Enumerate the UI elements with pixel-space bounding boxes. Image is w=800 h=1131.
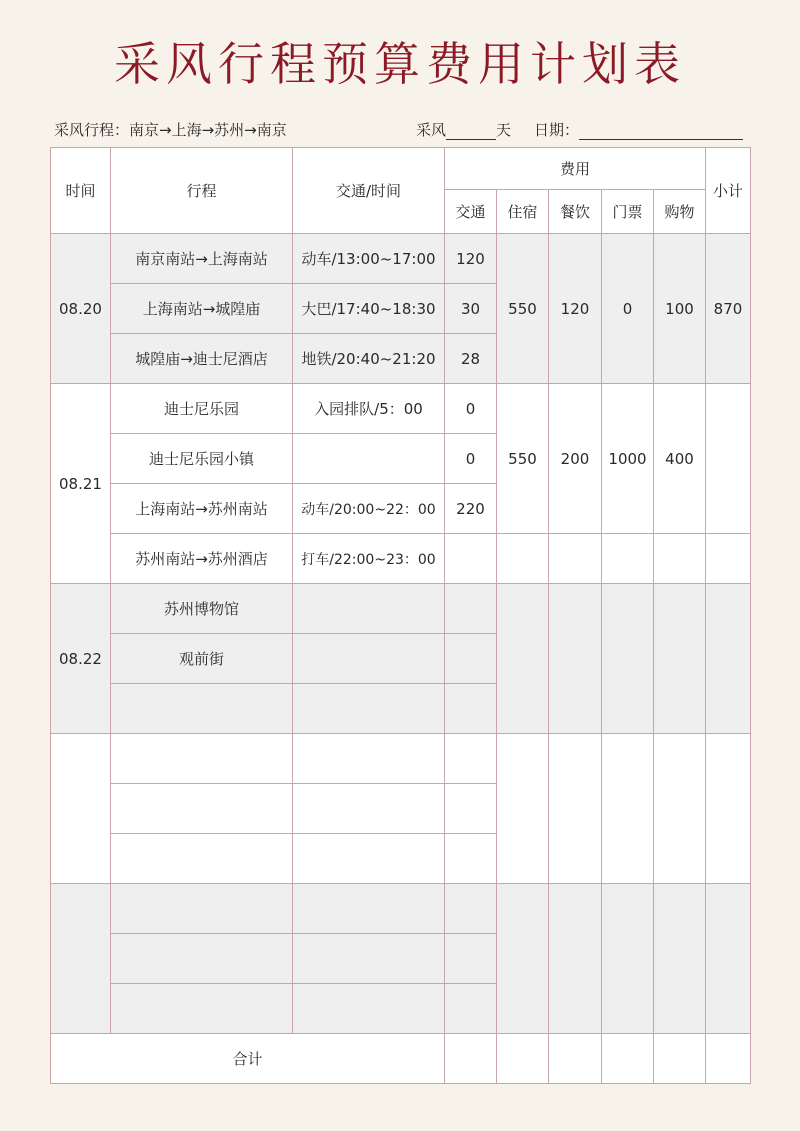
transport-cell	[293, 684, 445, 734]
subtotal-cell	[706, 534, 751, 584]
transport-cell	[293, 884, 445, 934]
budget-table	[50, 147, 751, 1084]
itinerary-cell	[111, 684, 293, 734]
itinerary-cell: 迪士尼乐园	[111, 384, 293, 434]
itinerary-cell: 观前街	[111, 634, 293, 684]
transport-cell	[293, 634, 445, 684]
header-time: 时间	[51, 148, 111, 234]
header-shopping: 购物	[654, 190, 706, 234]
food-cell	[549, 884, 602, 1034]
transport-cost-cell	[445, 534, 497, 584]
itinerary-cell	[111, 784, 293, 834]
days-input[interactable]	[446, 123, 496, 140]
transport-cell: 动车/13:00~17:00	[293, 234, 445, 284]
table-row	[51, 534, 751, 584]
itinerary-cell	[111, 884, 293, 934]
total-food-cell	[549, 1034, 602, 1084]
transport-cost-cell	[445, 984, 497, 1034]
transport-cost-cell: 120	[445, 234, 497, 284]
table-row	[51, 884, 751, 934]
tickets-cell	[602, 584, 654, 734]
food-cell	[549, 734, 602, 884]
shopping-cell: 400	[654, 384, 706, 534]
transport-cell	[293, 834, 445, 884]
tickets-cell	[602, 534, 654, 584]
lodging-cell	[497, 584, 549, 734]
transport-cost-cell	[445, 934, 497, 984]
days-field	[416, 119, 511, 140]
total-transport-cell	[445, 1034, 497, 1084]
lodging-cell: 550	[497, 234, 549, 384]
table-row	[51, 234, 751, 284]
itinerary-cell: 城隍庙→迪士尼酒店	[111, 334, 293, 384]
header-cost: 费用	[445, 148, 706, 190]
food-cell: 120	[549, 234, 602, 384]
shopping-cell	[654, 534, 706, 584]
date-cell: 08.22	[51, 584, 111, 734]
shopping-cell	[654, 884, 706, 1034]
itinerary-cell: 苏州南站→苏州酒店	[111, 534, 293, 584]
food-cell	[549, 534, 602, 584]
itinerary-cell: 迪士尼乐园小镇	[111, 434, 293, 484]
total-row	[51, 1034, 751, 1084]
transport-cost-cell	[445, 584, 497, 634]
subtotal-cell	[706, 884, 751, 1034]
transport-cell	[293, 934, 445, 984]
food-cell	[549, 584, 602, 734]
header-row	[51, 148, 751, 190]
transport-cell: 地铁/20:40~21:20	[293, 334, 445, 384]
date-label: 日期：	[534, 121, 580, 139]
trip-info	[54, 119, 754, 141]
total-label: 合计	[51, 1034, 445, 1084]
table-row	[51, 584, 751, 634]
shopping-cell	[654, 584, 706, 734]
header-itinerary: 行程	[111, 148, 293, 234]
transport-cost-cell	[445, 634, 497, 684]
itinerary-cell: 苏州博物馆	[111, 584, 293, 634]
transport-cost-cell	[445, 884, 497, 934]
tickets-cell	[602, 884, 654, 1034]
total-shopping-cell	[654, 1034, 706, 1084]
itinerary-cell	[111, 834, 293, 884]
days-unit: 天	[496, 121, 512, 139]
header-lodging: 住宿	[497, 190, 549, 234]
lodging-cell	[497, 884, 549, 1034]
total-lodging-cell	[497, 1034, 549, 1084]
itinerary-cell: 南京南站→上海南站	[111, 234, 293, 284]
transport-cell	[293, 784, 445, 834]
subtotal-cell	[706, 384, 751, 534]
header-tickets: 门票	[602, 190, 654, 234]
budget-table-frame	[50, 147, 748, 1080]
itinerary-cell	[111, 734, 293, 784]
transport-cell	[293, 984, 445, 1034]
transport-cell: 动车/20:00~22：00	[293, 484, 445, 534]
header-subtotal: 小计	[706, 148, 751, 234]
date-cell: 08.21	[51, 384, 111, 584]
tickets-cell: 1000	[602, 384, 654, 534]
header-transport: 交通	[445, 190, 497, 234]
lodging-cell	[497, 534, 549, 584]
days-label: 采风	[416, 121, 447, 139]
subtotal-cell	[706, 584, 751, 734]
shopping-cell: 100	[654, 234, 706, 384]
subtotal-cell: 870	[706, 234, 751, 384]
transport-cell	[293, 734, 445, 784]
transport-cost-cell: 0	[445, 434, 497, 484]
transport-cell: 打车/22:00~23：00	[293, 534, 445, 584]
route-text: 采风行程：南京→上海→苏州→南京	[54, 121, 287, 139]
date-cell	[51, 884, 111, 1034]
transport-cost-cell: 28	[445, 334, 497, 384]
transport-cell: 入园排队/5：00	[293, 384, 445, 434]
table-row	[51, 384, 751, 434]
date-field	[534, 119, 743, 140]
page-title: 采风行程预算费用计划表	[114, 37, 686, 91]
itinerary-cell	[111, 934, 293, 984]
date-input[interactable]	[579, 123, 743, 140]
tickets-cell: 0	[602, 234, 654, 384]
transport-cost-cell	[445, 834, 497, 884]
transport-cell	[293, 434, 445, 484]
header-food: 餐饮	[549, 190, 602, 234]
transport-cost-cell	[445, 784, 497, 834]
lodging-cell	[497, 734, 549, 884]
itinerary-cell	[111, 984, 293, 1034]
transport-cost-cell: 30	[445, 284, 497, 334]
subtotal-cell	[706, 734, 751, 884]
total-subtotal-cell	[706, 1034, 751, 1084]
transport-cost-cell	[445, 684, 497, 734]
date-cell: 08.20	[51, 234, 111, 384]
itinerary-cell: 上海南站→城隍庙	[111, 284, 293, 334]
transport-cost-cell	[445, 734, 497, 784]
date-cell	[51, 734, 111, 884]
transport-cell: 大巴/17:40~18:30	[293, 284, 445, 334]
header-transport-time: 交通/时间	[293, 148, 445, 234]
lodging-cell: 550	[497, 384, 549, 534]
food-cell: 200	[549, 384, 602, 534]
transport-cell	[293, 584, 445, 634]
shopping-cell	[654, 734, 706, 884]
transport-cost-cell: 0	[445, 384, 497, 434]
tickets-cell	[602, 734, 654, 884]
total-tickets-cell	[602, 1034, 654, 1084]
transport-cost-cell: 220	[445, 484, 497, 534]
table-row	[51, 734, 751, 784]
itinerary-cell: 上海南站→苏州南站	[111, 484, 293, 534]
